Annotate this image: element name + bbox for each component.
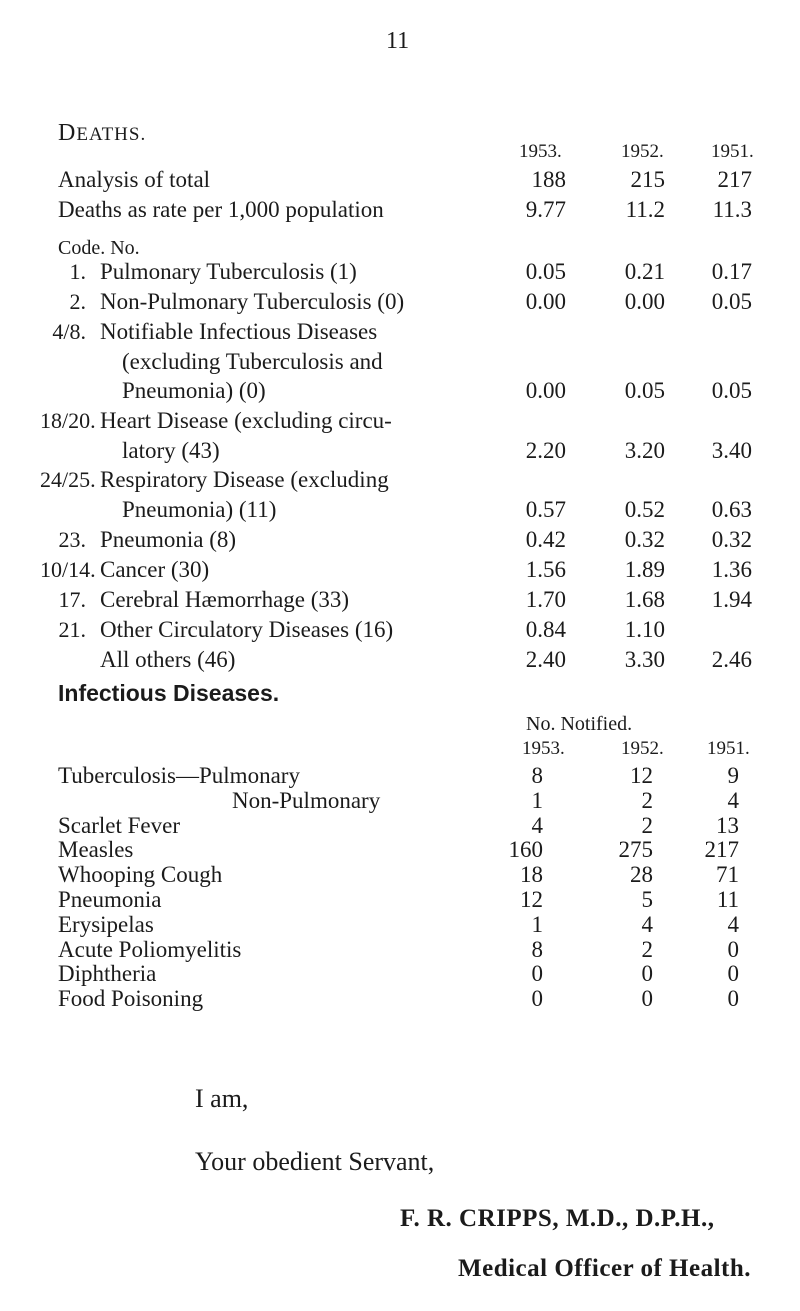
infectious-disease-label: Tuberculosis—Pulmonary [58, 763, 300, 788]
infectious-count: 4 [727, 787, 739, 813]
cause-label: Cancer (30) [100, 557, 210, 582]
infectious-disease-label: Acute Poliomyelitis [58, 936, 242, 962]
deaths-year-1953: 1953. [519, 141, 562, 162]
cause-rate: 0.05 [711, 289, 752, 314]
deaths-summary-value: 188 [531, 167, 566, 192]
cause-code: 21. [58, 617, 86, 642]
infectious-count: 1 [531, 787, 543, 813]
deaths-heading-rest: EATHS. [76, 124, 147, 145]
deaths-summary-value: 11.2 [625, 197, 665, 222]
cause-code: 18/20. [40, 408, 96, 433]
cause-rate: 2.46 [711, 647, 752, 672]
cause-label: latory (43) [122, 437, 220, 463]
infectious-count: 0 [531, 986, 543, 1012]
deaths-year-1952: 1952. [621, 141, 664, 162]
cause-rate: 0.00 [525, 289, 566, 314]
infectious-year-1952: 1952. [621, 738, 664, 759]
cause-rate: 1.94 [711, 587, 752, 612]
signature-name: F. R. CRIPPS, M.D., D.P.H., [400, 1205, 715, 1232]
infectious-count: 217 [704, 837, 739, 863]
infectious-disease-label: Scarlet Fever [58, 812, 180, 838]
cause-code: 24/25. [40, 467, 96, 492]
infectious-count: 1 [531, 911, 543, 937]
cause-label: All others (46) [100, 647, 236, 672]
infectious-diseases-heading: Infectious Diseases. [58, 680, 280, 706]
cause-rate: 1.10 [624, 617, 665, 642]
deaths-summary-label: Analysis of total [58, 167, 211, 192]
cause-rate: 0.32 [624, 527, 665, 552]
cause-rate: 1.68 [624, 587, 665, 612]
cause-label: Pneumonia (8) [100, 527, 237, 552]
infectious-disease-label: Non-Pulmonary [232, 787, 381, 813]
cause-rate: 0.05 [525, 259, 566, 284]
infectious-disease-label: Diphtheria [58, 961, 157, 987]
infectious-count: 160 [508, 837, 543, 863]
cause-label: Heart Disease (excluding circu- [100, 408, 392, 433]
deaths-heading-initial: D [58, 120, 77, 146]
infectious-count: 2 [641, 812, 653, 838]
cause-label: Respiratory Disease (excluding [100, 467, 389, 492]
cause-code: 17. [58, 587, 86, 612]
cause-code: 4/8. [52, 319, 86, 344]
cause-code: 2. [69, 289, 86, 314]
cause-rate: 2.40 [525, 647, 566, 672]
cause-rate: 0.05 [711, 378, 752, 404]
infectious-disease-label: Measles [58, 837, 134, 863]
cause-rate: 0.21 [624, 259, 665, 284]
infectious-count: 0 [641, 986, 653, 1012]
cause-label: Notifiable Infectious Diseases [100, 319, 378, 344]
infectious-count: 0 [531, 961, 543, 987]
deaths-heading [58, 120, 146, 147]
cause-rate: 1.36 [711, 557, 752, 582]
cause-rate: 3.30 [624, 647, 665, 672]
cause-rate: 1.89 [624, 557, 665, 582]
cause-rate: 0.00 [624, 289, 665, 314]
cause-label: Other Circulatory Diseases (16) [100, 617, 394, 642]
notified-label: No. Notified. [526, 713, 633, 735]
cause-rate: 0.05 [624, 378, 665, 404]
infectious-count: 9 [727, 763, 739, 788]
cause-rate: 2.20 [525, 437, 566, 463]
cause-label: Pneumonia) (11) [122, 496, 277, 522]
cause-rate: 0.57 [525, 496, 566, 522]
infectious-count: 71 [716, 862, 739, 888]
closing-i-am: I am, [195, 1084, 249, 1113]
cause-label: Pulmonary Tuberculosis (1) [100, 259, 357, 284]
deaths-year-1951: 1951. [711, 141, 754, 162]
cause-rate: 0.17 [711, 259, 752, 284]
cause-label: (excluding Tuberculosis and [122, 348, 383, 374]
cause-rate: 0.63 [711, 496, 752, 522]
closing-servant: Your obedient Servant, [195, 1147, 435, 1176]
infectious-count: 2 [641, 936, 653, 962]
cause-code: 1. [69, 259, 86, 284]
cause-label: Non-Pulmonary Tuberculosis (0) [100, 289, 405, 314]
infectious-count: 28 [630, 862, 653, 888]
cause-rate: 3.20 [624, 437, 665, 463]
infectious-count: 8 [531, 936, 543, 962]
cause-code: 23. [58, 527, 86, 552]
infectious-count: 4 [727, 911, 739, 937]
infectious-year-1953: 1953. [522, 738, 565, 759]
signature-title: Medical Officer of Health. [458, 1255, 752, 1282]
infectious-count: 18 [520, 862, 543, 888]
deaths-summary-value: 9.77 [525, 197, 566, 222]
cause-code: 10/14. [40, 557, 96, 582]
infectious-disease-label: Erysipelas [58, 911, 154, 937]
cause-rate: 0.42 [525, 527, 566, 552]
infectious-year-1951: 1951. [707, 738, 750, 759]
deaths-summary-value: 217 [717, 167, 752, 192]
infectious-disease-label: Pneumonia [58, 887, 162, 912]
infectious-count: 275 [618, 837, 653, 863]
infectious-count: 8 [531, 763, 543, 788]
deaths-summary-value: 215 [630, 167, 665, 192]
cause-rate: 1.56 [525, 557, 566, 582]
infectious-count: 2 [641, 787, 653, 813]
infectious-count: 11 [716, 887, 739, 912]
cause-rate: 0.00 [525, 378, 566, 404]
infectious-count: 13 [716, 812, 739, 838]
deaths-summary-label: Deaths as rate per 1,000 population [58, 197, 384, 222]
infectious-count: 0 [727, 986, 739, 1012]
page-number: 11 [386, 28, 410, 54]
cause-rate: 0.84 [525, 617, 566, 642]
infectious-disease-label: Food Poisoning [58, 986, 204, 1012]
infectious-count: 4 [531, 812, 543, 838]
infectious-disease-label: Whooping Cough [58, 862, 223, 888]
infectious-count: 5 [641, 887, 653, 912]
infectious-count: 12 [630, 763, 653, 788]
cause-label: Pneumonia) (0) [122, 378, 266, 404]
infectious-count: 0 [641, 961, 653, 987]
cause-rate: 0.52 [624, 496, 665, 522]
infectious-count: 0 [727, 936, 739, 962]
cause-rate: 1.70 [525, 587, 566, 612]
cause-rate: 3.40 [711, 437, 752, 463]
cause-rate: 0.32 [711, 527, 752, 552]
infectious-count: 12 [520, 887, 543, 912]
infectious-count: 0 [727, 961, 739, 987]
infectious-count: 4 [641, 911, 653, 937]
deaths-summary-value: 11.3 [712, 197, 752, 222]
code-column-header: Code. No. [58, 237, 140, 259]
cause-label: Cerebral Hæmorrhage (33) [100, 587, 350, 612]
